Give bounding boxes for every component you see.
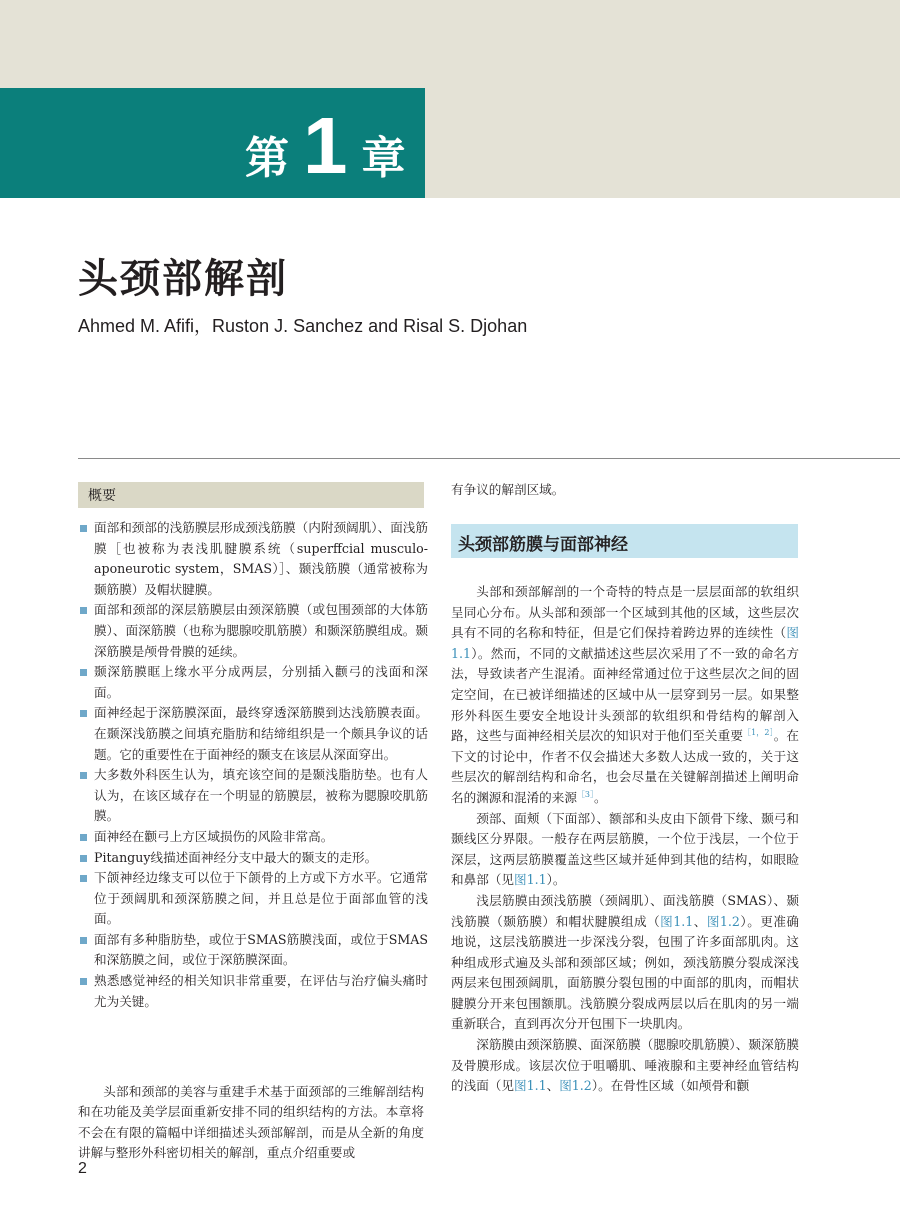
figure-link[interactable]: 图1.1 (660, 913, 694, 929)
bullet-square-icon (80, 875, 87, 882)
header-band-right (425, 88, 900, 198)
citation-link[interactable]: ［3］ (576, 789, 595, 799)
chapter-suffix: 章 (361, 133, 406, 184)
summary-item: 熟悉感觉神经的相关知识非常重要，在评估与治疗偏头痛时尤为关键。 (78, 971, 428, 1012)
body-paragraph: 深筋膜由颈深筋膜、面深筋膜（腮腺咬肌筋膜）、颞深筋膜及骨膜形成。该层次位于咀嚼肌、唾液腺和主要神经血管结构的浅面（见图1.1、图1.2）。在骨性区域（如颅骨和颧 (451, 1037, 799, 1094)
summary-item: 面神经起于深筋膜深面，最终穿透深筋膜到达浅筋膜表面。在颞深浅筋膜之间填充脂肪和结缔组织是一个颇具争议的话题。它的重要性在于面神经的颞支在该层从深面穿出。 (78, 703, 428, 765)
bullet-square-icon (80, 710, 87, 717)
body-paragraph: 头部和颈部解剖的一个奇特的特点是一层层面部的软组织呈同心分布。从头部和颈部一个区域到其他的区域，这些层次具有不同的名称和特征，但是它们保持着跨边界的连续性（图1.1）。然而，不同的文献描述这些层次采用了不一致的命名方法，导致读者产生混淆。面神经常通过位于这些层次之间的固定空间，在已被详细描述的区域中从一层穿到另一层。如果整形外科医生要安全地设计头颈部的软组织和骨结构的解剖入路，这些与面神经相关层次的知识对于他们至关重要$^{[1,2]}$。在下文的讨论中，作者不仅会描述大多数人达成一致的，关于这些层次的解剖结构和命名，也会尽量在关键解剖描述上阐明命名的渊源和混淆的来源$^{[3]}$。 (451, 584, 800, 805)
summary-item: 面部和颈部的深层筋膜层由颈深筋膜（或包围颈部的大体筋膜）、面深筋膜（也称为腮腺咬肌筋膜）和颞深筋膜组成。颞深筋膜是颅骨骨膜的延续。 (78, 600, 428, 662)
body-paragraph: 颈部、面颊（下面部）、额部和头皮由下颌骨下缘、颞弓和颞线区分界限。一般存在两层筋膜，一个位于浅层，一个位于深层，这两层筋膜覆盖这些区域并延伸到其他的结构，如眼睑和鼻部（见图1.1）。 (451, 810, 799, 888)
authors: Ahmed M. Afifi，Ruston J. Sanchez and Risal S. Djohan (78, 316, 528, 336)
summary-item: 面部和颈部的浅筋膜层形成颈浅筋膜（内附颈阔肌）、面浅筋膜［也被称为表浅肌腱膜系统（superffcial musculo-aponeurotic system，SMAS）］、颞浅筋膜（通常被称为颞筋膜）及帽状腱膜。 (78, 518, 428, 600)
divider (78, 458, 900, 459)
bullet-square-icon (80, 834, 87, 841)
summary-item: 面神经在颧弓上方区域损伤的风险非常高。 (78, 827, 428, 848)
bullet-square-icon (80, 978, 87, 985)
summary-item: 下颌神经边缘支可以位于下颌骨的上方或下方水平。它通常位于颈阔肌和颈深筋膜之间，并且总是位于面部血管的浅面。 (78, 868, 428, 930)
bullet-square-icon (80, 772, 87, 779)
summary-heading: 概要 (88, 488, 116, 504)
bullet-square-icon (80, 607, 87, 614)
summary-header-box (78, 482, 424, 508)
figure-link[interactable]: 图1.1 (451, 625, 799, 661)
body-paragraph: 浅层筋膜由颈浅筋膜（颈阔肌）、面浅筋膜（SMAS）、颞浅筋膜（颞筋膜）和帽状腱膜组成（图1.1、图1.2）。更准确地说，这层浅筋膜进一步深浅分裂，包围了许多面部肌肉。这种组成形式遍及头部和颈部区域；例如，颈浅筋膜分裂成深浅两层来包围颈阔肌，面筋膜分裂包围的中面部的肌肉，而帽状腱膜分开来包围额肌。浅筋膜分裂成两层以后在肌肉的另一端重新联合，直到再次分开包围下一块肌肉。 (451, 892, 800, 1032)
chapter-label (245, 101, 406, 190)
header-band (0, 0, 900, 88)
figure-link[interactable]: 图1.1 (513, 1078, 547, 1094)
intro-paragraph: 头部和颈部的美容与重建手术基于面颈部的三维解剖结构和在功能及美学层面重新安排不同的组织结构的方法。本章将不会在有限的篇幅中详细描述头颈部解剖，而是从全新的角度讲解与整形外科密切相关的解剖，重点介绍重要或 (78, 1084, 424, 1161)
bullet-square-icon (80, 525, 87, 532)
bullet-square-icon (80, 855, 87, 862)
bullet-square-icon (80, 937, 87, 944)
summary-item: 面部有多种脂肪垫，或位于SMAS筋膜浅面，或位于SMAS和深筋膜之间，或位于深筋膜深面。 (78, 930, 428, 971)
page-number: 2 (78, 1160, 87, 1177)
chapter-prefix: 第 (245, 133, 289, 184)
section-body (451, 582, 799, 1097)
summary-item: 颞深筋膜眶上缘水平分成两层，分别插入颧弓的浅面和深面。 (78, 662, 428, 703)
citation-link[interactable]: ［1，2］ (743, 727, 774, 737)
figure-link[interactable]: 图1.1 (513, 872, 547, 888)
figure-link[interactable]: 图1.2 (559, 1078, 592, 1094)
summary-item: 大多数外科医生认为，填充该空间的是颞浅脂肪垫。也有人认为，在该区域存在一个明显的筋膜层，被称为腮腺咬肌筋膜。 (78, 765, 428, 827)
figure-link[interactable]: 图1.2 (706, 913, 740, 929)
summary-item: Pitanguy线描述面神经分支中最大的颞支的走形。 (78, 848, 428, 869)
section-title: 头颈部筋膜与面部神经 (458, 535, 628, 555)
chapter-title: 头颈部解剖 (78, 256, 288, 302)
chapter-number: 1 (303, 101, 348, 190)
summary-list (78, 518, 428, 1012)
intro-continuation: 有争议的解剖区域。 (451, 482, 565, 497)
bullet-square-icon (80, 669, 87, 676)
